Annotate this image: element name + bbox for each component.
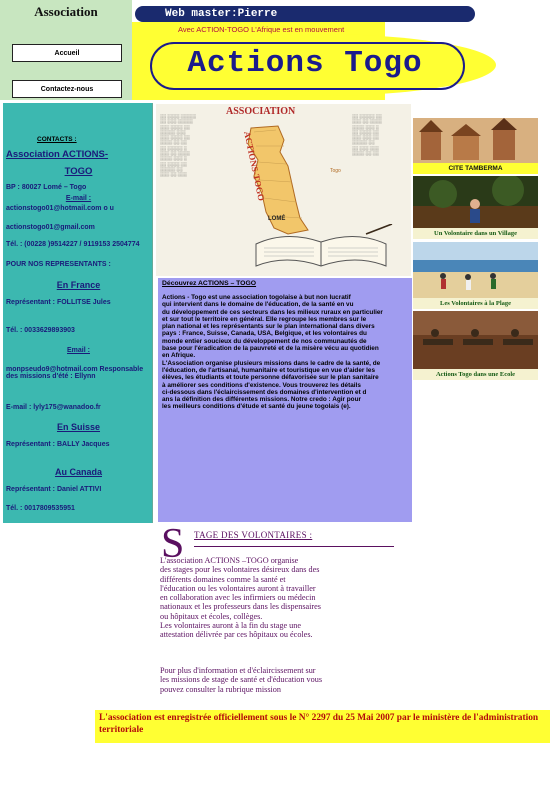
france-phone: Tél. : 0033629893903 [6,327,75,334]
caption-village: Un Volontaire dans un Village [413,228,538,239]
cite-tamberma-photo [413,118,538,163]
brand-logo: Association [34,4,98,19]
description-title: Découvrez ACTIONS – TOGO [162,280,257,287]
association-banner: ASSOCIATION [226,106,296,117]
home-button[interactable]: Accueil [12,44,122,62]
france-heading: En France [56,280,101,290]
description-panel [158,278,412,522]
lome-label: LOMÉ [268,216,286,222]
suisse-representative: Représentant : BALLY Jacques [6,441,110,448]
canada-phone: Tél. : 0017809535951 [6,505,75,512]
canada-heading: Au Canada [54,467,102,477]
france-email-2[interactable]: E-mail : lyly175@wanadoo.fr [6,404,101,411]
contacts-label: CONTACTS : [37,136,77,143]
stage-title: TAGE DES VOLONTAIRES : [194,530,313,540]
volunteer-internship-section [158,522,418,710]
contacts-panel [3,103,153,523]
representatives-heading: POUR NOS REPRESENTANTS : [6,261,111,268]
email-heading: Email : [67,347,90,354]
page-title: Actions Togo [187,46,423,81]
school-photo [413,311,538,369]
org-name: Association ACTIONS- [6,149,109,160]
caption-beach: Les Volontaires à la Plage [413,298,538,309]
email-link-1[interactable]: actionstogo01@hotmail.com o u [6,205,114,212]
webmaster-bar: Web master:Pierre [135,6,475,22]
email-link-2[interactable]: actionstogo01@gmail.com [6,224,95,231]
village-photo [413,176,538,228]
beach-photo [413,242,538,298]
france-email[interactable]: monpseudo9@hotmail.com Responsable des missions d'été : Ellynn [6,366,144,380]
france-representative: Représentant : FOLLITSE Jules [6,299,111,306]
togo-label: Togo [330,168,341,174]
vertical-banner: ACTIONS-TOGO [242,130,267,202]
caption-school: Actions Togo dans une Ecole [413,369,538,380]
togo-map-shape [196,122,346,240]
stage-paragraph-1: L'association ACTIONS –TOGO organise des stages pour les volontaires désireux dans des différents domaines comme la santé et l'éducation ou les volontaires auront à travailler en collaboration avec les infirmiers ou médecin nationaux et les professeurs dans les dispensaires ou hôpitaux et écoles, collèges. Les volontaires auront à la fin du stage une attestation délivrée par ces hôpitaux ou écoles. [160,556,321,640]
canada-representative: Représentant : Daniel ATTIVI [6,486,102,493]
postal-box: BP : 80027 Lomé – Togo [6,184,87,191]
header-subtitle: Avec ACTION-TOGO L'Afrique est en mouvement [178,25,345,34]
open-book-drawing [246,224,396,272]
contact-button[interactable]: Contactez-nous [12,80,122,98]
registration-footer: L'association est enregistrée officiellement sous le N° 2297 du 25 Mai 2007 par le ministère de l'administration territoriale [95,710,550,743]
org-name-2: TOGO [64,166,93,177]
map-side-text-left: ░░ ░░░░ ░░░░░ ░░ ░░░ ░░░░░ ░░░ ░░░░ ░░ ░░░░░ ░░░ ░░░ ░░░░ ░░ ░░░░ ░░ ░░ ░░ ░░░░░ ░ ░░░ ░░ ░░░░ ░░░░ ░░░ ░ ░░ ░░░░ ░░ ░░░░░ ░░ ░░░ ░░ ░░░ [160,114,196,178]
dropcap-letter: S [161,521,185,567]
map-side-text-right: ░░ ░░░░░ ░░ ░░░ ░░ ░░░░ ░░░░ ░░░ ░ ░░ ░░░░ ░░ ░░░ ░░░ ░░ ░░░░░ ░░ ░░ ░░░ ░░░ ░░░░ ░░ ░░ [352,114,382,157]
caption-cite-tamberma: CITE TAMBERMA [413,163,538,174]
phone-number: Tél. : (00228 )9514227 / 9119153 2504774 [6,241,140,248]
email-label: E-mail : [65,195,92,202]
togo-map-illustration [156,104,411,276]
suisse-heading: En Suisse [56,422,101,432]
stage-paragraph-2: Pour plus d'information et d'éclaircissement sur les missions de stage de santé et d'éducation vous pouvez consulter la rubrique mission [160,666,323,694]
description-text: Actions - Togo est une association togolaise à but non lucratif qui intervient dans le domaine de l'éducation, de la santé en vu du développement de ces secteurs dans les milieux ruraux en particulier et sur tout le territoire en général. Elle regroupe les membres sur le plan national et les représentants sur le plan international dans divers pays : France, Suisse, Canada, USA, Belgique, et les volontaires du monde entier soucieux du développement de nos communautés de base pour l'éradication de la pauvreté et de la misère vécu au quotidien en Afrique. L'Association organise plusieurs missions dans le cadre de la santé, de l'éducation, de l'artisanal, humanitaire et touristique en vue d'aider les élèves, les étudiants et toute personne défavorisée sur le plan sanitaire à améliorer ses conditions d'existence. Vous trouverez les détails ci-dessous dans l'éclaircissement des domaines d'intervention et d ans la définition des différentes missions. Notre credo : Agir pour les meilleurs conditions d'étude et santé du jeune togolais (e). [162,294,383,411]
stage-underline [194,546,394,547]
